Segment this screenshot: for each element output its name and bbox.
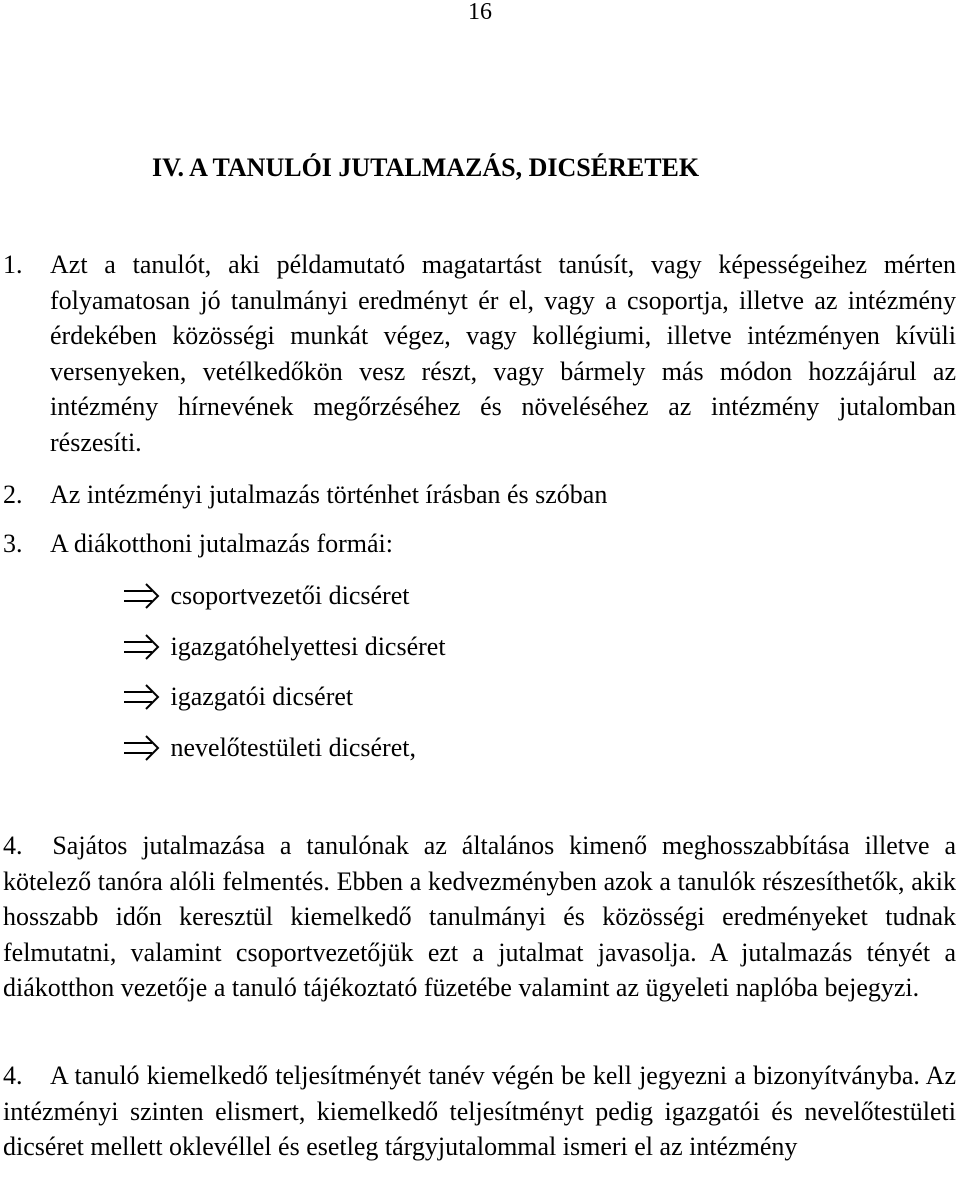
list-item-text: A tanuló kiemelkedő teljesítményét tanév végén be kell jegyezni a bizonyítványba. Az intézményi szinten elismert, kiemelkedő teljesítményt pedig igazgatói és nevelőtestületi dicséret mellett oklevéllel és esetleg tárgyjutalommal ismeri el az intézmény [3,1061,956,1161]
form-item [122,576,409,616]
list-item-number: 2. [3,480,23,509]
list-item-number: 3. [3,529,23,558]
form-item-label: csoportvezetői dicséret [170,581,410,610]
form-item-label: igazgatóhelyettesi dicséret [170,632,446,661]
double-arrow-right-icon [122,677,162,717]
list-item-text: Az intézményi jutalmazás történhet írásban és szóban [50,480,608,509]
form-item-label: nevelőtestületi dicséret, [170,733,416,762]
double-arrow-right-icon [122,576,162,616]
list-item-number: 4. [3,831,23,860]
list-item-number: 4. [3,1061,23,1090]
list-item-number: 1. [3,250,23,279]
list-item-text: A diákotthoni jutalmazás formái: [50,529,393,558]
form-item [122,627,446,667]
list-item-body: Sajátos jutalmazása a tanulónak az általános kimenő meghosszabbítása illetve a kötelező tanóra alóli felmentés. Ebben a kedvezményben azok a tanulók részesíthetők, akik hosszabb időn keresztül kiemelkedő tanulmányi és közösségi eredményeket tudnak felmutatni, valamint csoportvezetőjük ezt a jutalmat javasolja. A jutalmazás tényét a diákotthon vezetője a tanuló tájékoztató füzetébe valamint az ügyeleti naplóba bejegyzi. [3,831,957,1002]
form-item-label: igazgatói dicséret [170,682,354,711]
list-item-text: Azt a tanulót, aki példamutató magatartást tanúsít, vagy képességeihez mérten folyamatosan jó tanulmányi eredményt ér el, vagy a csoportja, illetve az intézmény érdekében közösségi munkát végez, vagy kollégiumi, illetve intézményen kívüli versenyeken, vetélkedőkön vesz részt, vagy bármely más módon hozzájárul az intézmény hírnevének megőrzéséhez és növeléséhez az intézmény jutalomban részesíti. [50,250,956,457]
double-arrow-right-icon [122,627,162,667]
list-item-text [3,828,956,1006]
double-arrow-right-icon [122,728,162,768]
section-title: IV. A TANULÓI JUTALMAZÁS, DICSÉRETEK [152,153,700,182]
form-item [122,677,353,717]
page-number: 16 [468,0,492,25]
form-item [122,728,416,768]
